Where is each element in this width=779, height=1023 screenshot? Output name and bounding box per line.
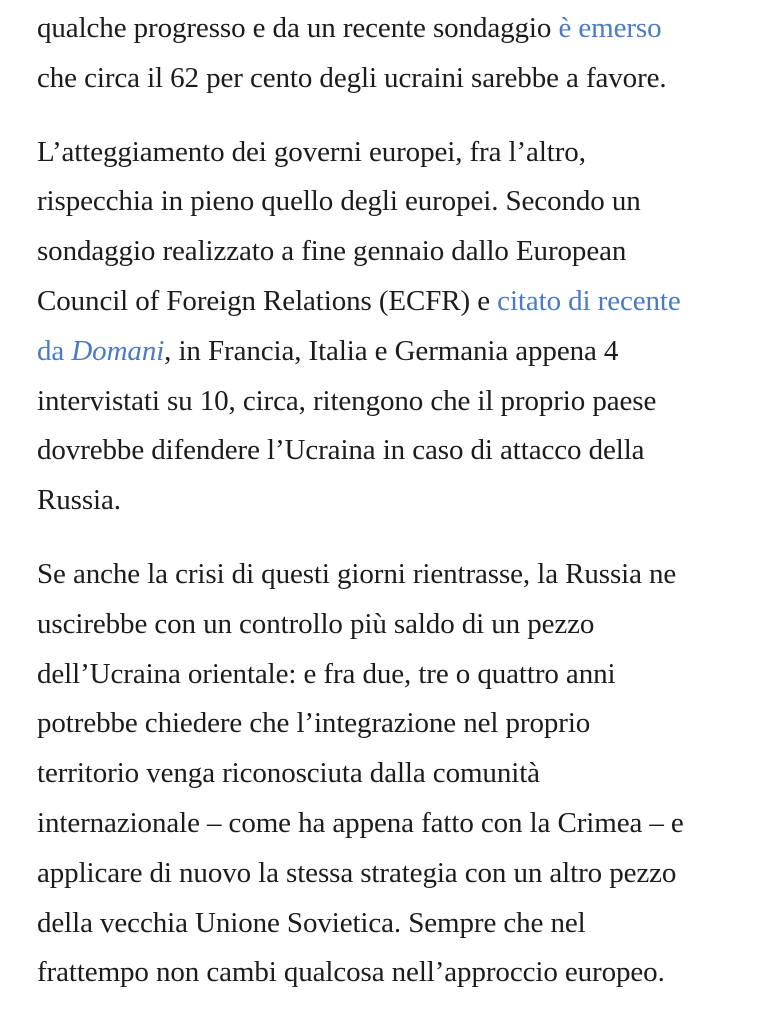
paragraph-line: che circa il 62 per cento degli ucraini sarebbe a favore.: [37, 61, 667, 94]
paragraph-line: [37, 4, 737, 54]
article-body: [37, 4, 737, 1022]
link-citato-di-recente-cont[interactable]: [37, 335, 164, 367]
link-e-emerso[interactable]: è emerso: [558, 12, 662, 44]
paragraph-line: dell’Ucraina orientale: e fra due, tre o quattro anni: [37, 657, 616, 690]
paragraph-line: potrebbe chiedere che l’integrazione nel proprio: [37, 707, 591, 740]
paragraph-line: dovrebbe difendere l’Ucraina in caso di attacco della: [37, 434, 645, 467]
paragraph-text: , in Francia, Italia e Germania appena 4: [164, 334, 619, 367]
paragraph-1: [37, 4, 737, 104]
paragraph-line: applicare di nuovo la stessa strategia con un altro pezzo: [37, 856, 677, 889]
paragraph-line: intervistati su 10, circa, ritengono che il proprio paese: [37, 384, 657, 417]
paragraph-line: frattempo non cambi qualcosa nell’approccio europeo.: [37, 956, 665, 989]
paragraph-3: [37, 550, 737, 998]
link-citato-di-recente[interactable]: citato di recente: [497, 284, 681, 317]
link-text: da: [37, 334, 72, 367]
paragraph-line: della vecchia Unione Sovietica. Sempre che nel: [37, 906, 586, 939]
paragraph-2: [37, 128, 737, 526]
link-text-domani: Domani: [71, 334, 165, 367]
paragraph-line: Se anche la crisi di questi giorni rientrasse, la Russia ne: [37, 557, 677, 590]
paragraph-line: sondaggio realizzato a fine gennaio dallo European: [37, 235, 627, 268]
paragraph-text: Council of Foreign Relations (ECFR) e: [37, 284, 498, 317]
paragraph-line: territorio venga riconosciuta dalla comunità: [37, 757, 540, 790]
paragraph-line: rispecchia in pieno quello degli europei. Secondo un: [37, 185, 641, 218]
paragraph-line: Russia.: [37, 484, 121, 517]
paragraph-line: [37, 327, 737, 377]
paragraph-text: qualche progresso e da un recente sondaggio: [37, 12, 559, 44]
paragraph-line: [37, 277, 737, 327]
paragraph-line: L’atteggiamento dei governi europei, fra l’altro,: [37, 135, 586, 168]
paragraph-line: uscirebbe con un controllo più saldo di un pezzo: [37, 607, 595, 640]
paragraph-line: internazionale – come ha appena fatto con la Crimea – e: [37, 806, 684, 839]
